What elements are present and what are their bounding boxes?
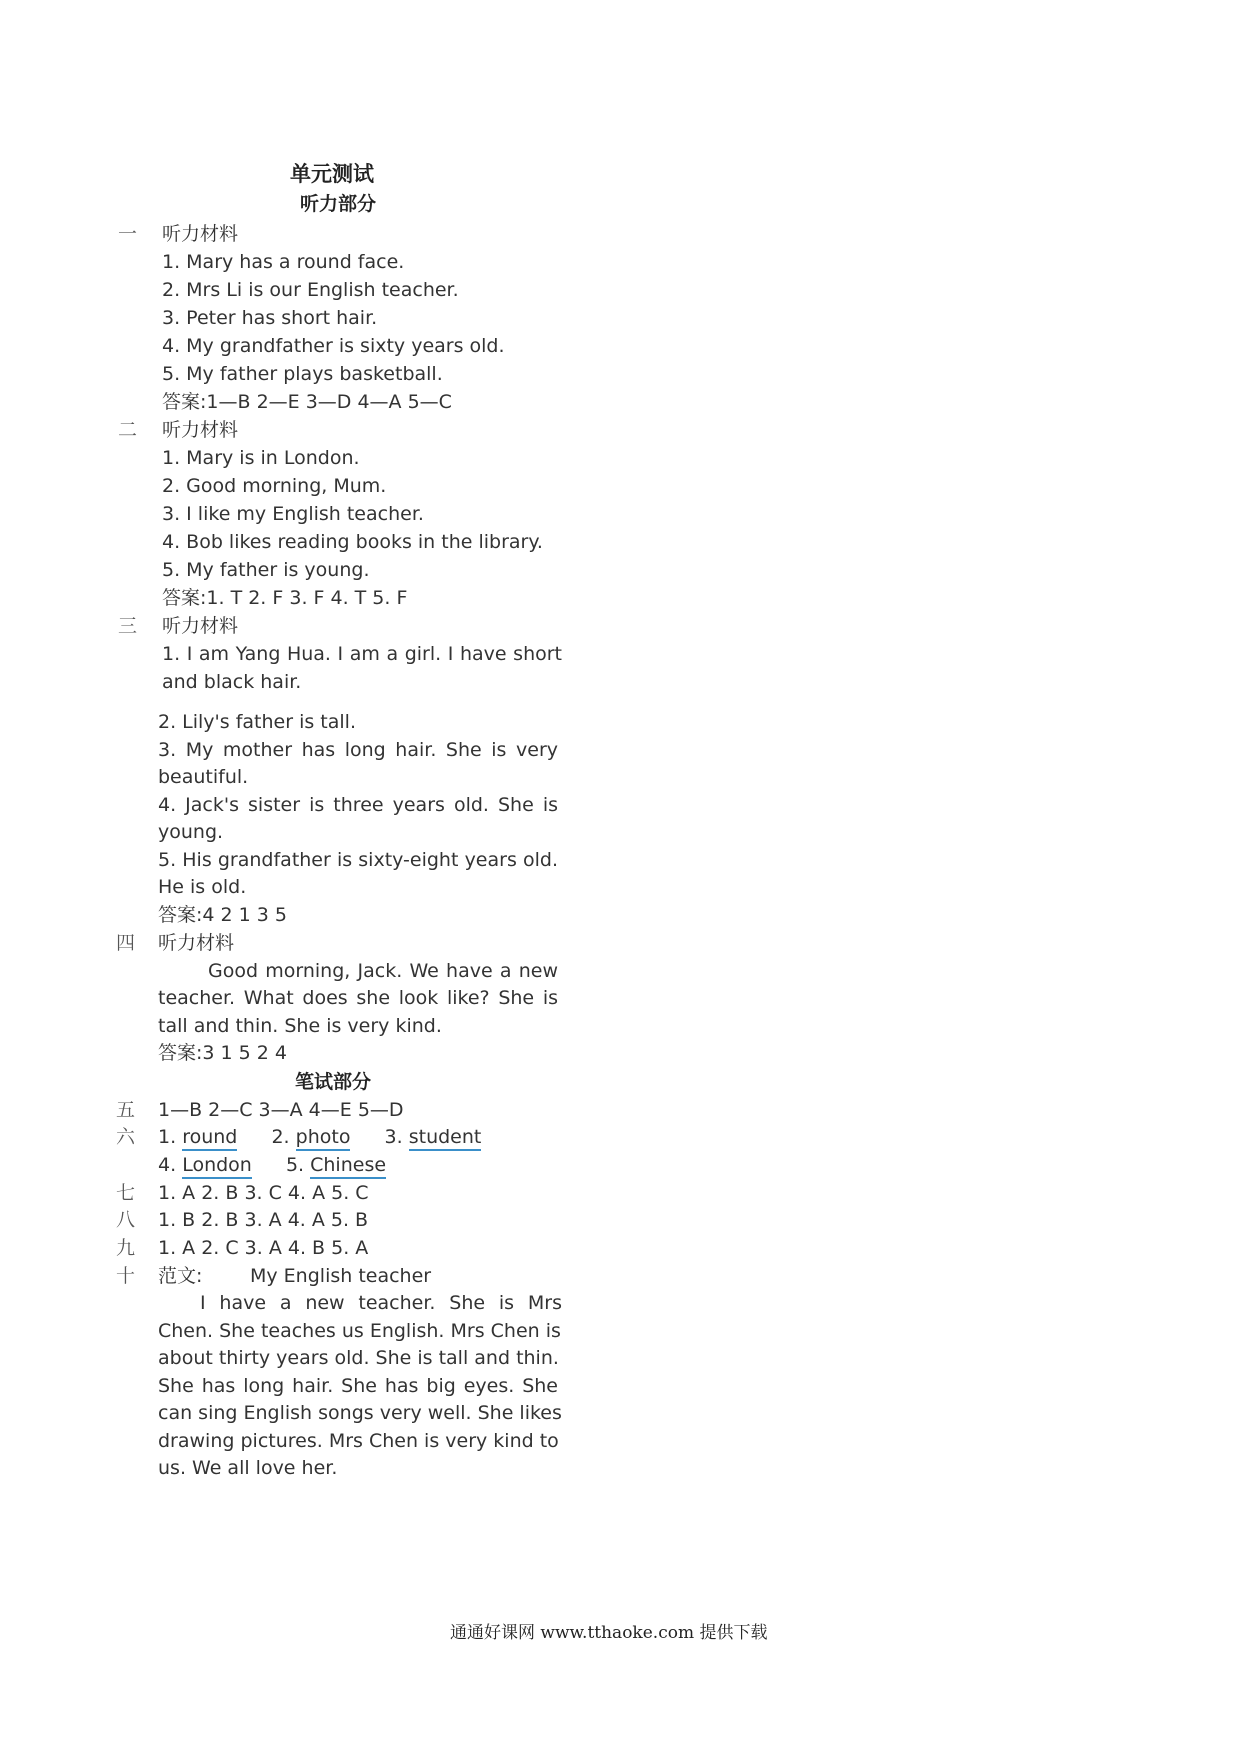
section-4-passage-line-3: tall and thin. She is very kind. <box>158 1015 442 1037</box>
blank-4-number: 4. <box>158 1154 177 1176</box>
blank-5-number: 5. <box>285 1154 305 1176</box>
section-4-passage-line-2: teacher. What does she look like? She is <box>158 987 558 1009</box>
essay-title: My English teacher <box>250 1265 432 1287</box>
section-3-item-4b: young. <box>158 821 224 843</box>
section-8-number: 八 <box>116 1209 136 1231</box>
section-9-answer: 1. A 2. C 3. A 4. B 5. A <box>158 1237 369 1259</box>
writing-header: 笔试部分 <box>295 1071 372 1093</box>
essay-line-7: us. We all love her. <box>158 1457 338 1479</box>
section-1-item-2: 2. Mrs Li is our English teacher. <box>162 279 459 301</box>
blank-1-answer: round <box>182 1126 237 1151</box>
document-title: 单元测试 <box>290 162 374 186</box>
essay-line-1: I have a new teacher. She is Mrs <box>200 1292 562 1314</box>
blank-2-answer: photo <box>296 1126 351 1151</box>
section-1-item-3: 3. Peter has short hair. <box>162 307 378 329</box>
section-3-item-1a: 1. I am Yang Hua. I am a girl. I have short <box>162 643 562 665</box>
blank-1-number: 1. <box>158 1126 177 1148</box>
section-2-item-1: 1. Mary is in London. <box>162 447 360 469</box>
section-3-item-2: 2. Lily's father is tall. <box>158 711 356 733</box>
blank-4-answer: London <box>182 1154 252 1179</box>
essay-line-6: drawing pictures. Mrs Chen is very kind to <box>158 1430 559 1452</box>
section-2-item-4: 4. Bob likes reading books in the library. <box>162 531 543 553</box>
essay-line-3: about thirty years old. She is tall and thin. <box>158 1347 559 1369</box>
section-3-item-3b: beautiful. <box>158 766 249 788</box>
section-10-number: 十 <box>116 1265 136 1287</box>
section-2-item-2: 2. Good morning, Mum. <box>162 475 387 497</box>
section-7-answer: 1. A 2. B 3. C 4. A 5. C <box>158 1182 369 1204</box>
blank-5-answer: Chinese <box>310 1154 386 1179</box>
section-1-number: 一 <box>118 223 138 245</box>
section-4-passage-line-1: Good morning, Jack. We have a new <box>208 960 558 982</box>
section-4-label: 听力材料 <box>158 932 235 954</box>
section-4-number: 四 <box>116 932 136 954</box>
section-7-number: 七 <box>116 1182 136 1204</box>
section-1-item-1: 1. Mary has a round face. <box>162 251 405 273</box>
section-2-number: 二 <box>118 419 138 441</box>
footer-credit: 通通好课网 www.tthaoke.com 提供下载 <box>450 1623 768 1643</box>
blank-2-number: 2. <box>271 1126 290 1148</box>
essay-line-2: Chen. She teaches us English. Mrs Chen is <box>158 1320 561 1342</box>
section-1-answer: 答案:1—B 2—E 3—D 4—A 5—C <box>162 391 452 413</box>
section-2-item-5: 5. My father is young. <box>162 559 370 581</box>
section-1-item-5: 5. My father plays basketball. <box>162 363 443 385</box>
listening-header: 听力部分 <box>300 193 377 215</box>
blank-3-answer: student <box>409 1126 482 1151</box>
section-8-answer: 1. B 2. B 3. A 4. A 5. B <box>158 1209 369 1231</box>
section-6-number: 六 <box>116 1126 136 1148</box>
section-10-label: 范文: <box>158 1265 203 1287</box>
section-3-item-5b: He is old. <box>158 876 247 898</box>
section-2-label: 听力材料 <box>162 419 239 441</box>
section-3-label: 听力材料 <box>162 615 239 637</box>
section-2-item-3: 3. I like my English teacher. <box>162 503 424 525</box>
section-3-answer: 答案:4 2 1 3 5 <box>158 904 288 926</box>
section-3-item-4a: 4. Jack's sister is three years old. She is <box>158 794 558 816</box>
section-9-number: 九 <box>116 1237 136 1259</box>
section-6-line-1 <box>158 1125 481 1149</box>
section-3-item-1b: and black hair. <box>162 671 302 693</box>
section-3-item-5a: 5. His grandfather is sixty-eight years old. <box>158 849 558 871</box>
section-3-number: 三 <box>118 615 138 637</box>
section-4-answer: 答案:3 1 5 2 4 <box>158 1042 288 1064</box>
section-5-answer: 1—B 2—C 3—A 4—E 5—D <box>158 1099 404 1121</box>
blank-3-number: 3. <box>384 1126 403 1148</box>
essay-line-4: She has long hair. She has big eyes. She <box>158 1375 558 1397</box>
section-2-answer: 答案:1. T 2. F 3. F 4. T 5. F <box>162 587 408 609</box>
section-6-line-2 <box>158 1153 386 1177</box>
section-1-item-4: 4. My grandfather is sixty years old. <box>162 335 505 357</box>
section-1-label: 听力材料 <box>162 223 239 245</box>
section-5-number: 五 <box>116 1099 136 1121</box>
section-3-item-3a: 3. My mother has long hair. She is very <box>158 739 558 761</box>
essay-line-5: can sing English songs very well. She likes <box>158 1402 562 1424</box>
